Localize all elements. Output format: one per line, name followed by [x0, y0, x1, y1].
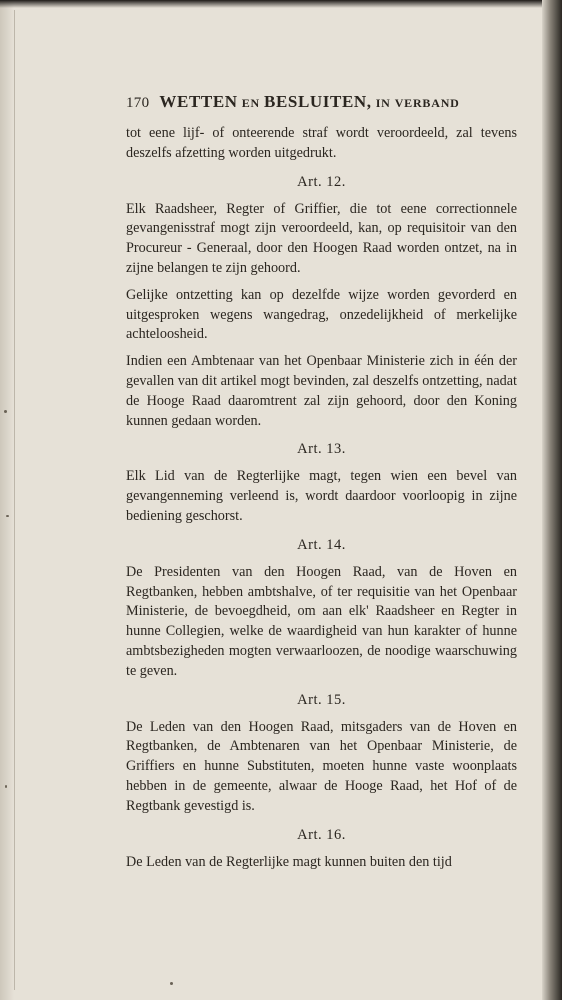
paragraph: tot eene lijf- of onteerende straf wordt veroordeeld, zal tevens deszelfs afzetting worden uitgedrukt. [126, 125, 517, 161]
header-title-verband: VERBAND [394, 96, 460, 110]
article-heading: Art. 16. [297, 826, 346, 843]
article-heading: Art. 13. [297, 441, 346, 458]
paragraph: Indien een Ambtenaar van het Openbaar Ministerie zich in één der gevallen van dit artikel mogt bevinden, zal deszelfs ontzetting, nadat de Hooge Raad daaromtrent zal zijn gehoord, door den Koning kunnen gedaan worden. [126, 353, 517, 429]
paper-speck [5, 785, 7, 788]
paragraph: De Leden van de Regterlijke magt kunnen buiten den tijd [126, 853, 452, 870]
paper-speck [170, 982, 173, 985]
header-title-en: EN [241, 96, 260, 110]
paper-speck [6, 515, 9, 517]
paragraph: De Presidenten van den Hoogen Raad, van de Hoven en Regtbanken, hebben ambtshalve, of ter requisitie van het Openbaar Ministerie, de bevoegdheid, om aan elk' Raadsheer en Regter in hunne Collegien, welke de waardigheid van hun karakter of hunne ambtsbezigheden mogten verwaarloozen, de noodige waarschuwing te geven. [126, 563, 517, 679]
paragraph: Elk Lid van de Regterlijke magt, tegen wien een bevel van gevangenneming verleend is, wordt daardoor voorloopig in zijne bediening geschorst. [126, 468, 517, 524]
paper-speck [4, 410, 7, 413]
page-fold-line [14, 10, 15, 990]
page-top-shadow [0, 0, 562, 8]
header-title-in: IN [375, 96, 391, 110]
paragraph: De Leden van den Hoogen Raad, mitsgaders van de Hoven en Regtbanken, de Ambtenaren van het Openbaar Ministerie, de Griffiers en hunne Substituten, moeten hunne vaste woonplaats hebben in de gemeente, alwaar de Hooge Raad, het Hof of de Regtbank gevestigd is. [126, 718, 517, 814]
paragraph: Gelijke ontzetting kan op dezelfde wijze worden gevorderd en uitgesproken wegens wangedrag, onzedelijkheid of merkelijke achteloosheid. [126, 286, 517, 343]
book-binding-edge [542, 0, 562, 1000]
page-left-shadow [0, 0, 14, 1000]
running-header [126, 92, 517, 112]
header-title-besluiten: BESLUITEN, [264, 92, 372, 111]
header-title-wetten: WETTEN [159, 92, 238, 111]
page-number: 170 [126, 95, 150, 111]
paragraph: Elk Raadsheer, Regter of Griffier, die tot eene correctionnele gevangenisstraf mogt zijn veroordeeld, kan, op requisitoir van den Procureur - Generaal, door den Hoogen Raad worden ontzet, na in zijne belangen te zijn gehoord. [126, 200, 517, 276]
article-heading: Art. 15. [297, 691, 346, 708]
page-content [126, 92, 517, 879]
article-heading: Art. 14. [297, 536, 346, 553]
article-heading: Art. 12. [297, 173, 346, 190]
